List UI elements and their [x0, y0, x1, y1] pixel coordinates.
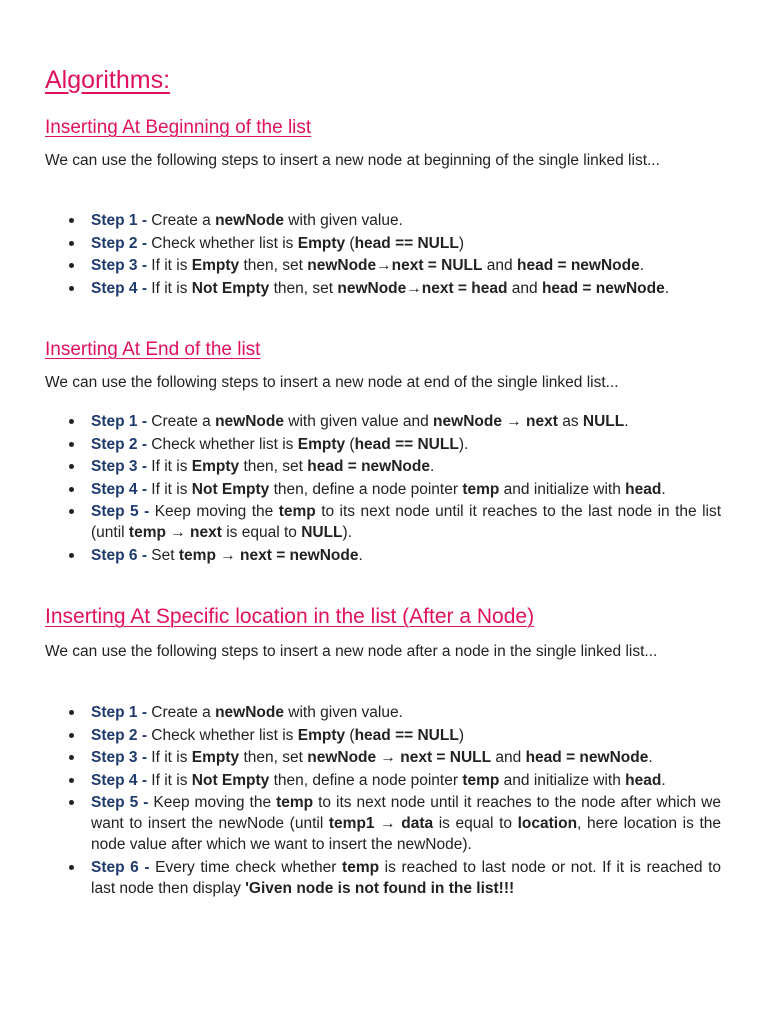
step-text: Create a [151, 212, 216, 229]
step-bold-text: Not Empty [191, 480, 270, 498]
step-item [91, 857, 721, 899]
step-bold-text: head == NULL [354, 435, 459, 453]
step-text: to its next node until it reaches to the last node in the list (until [91, 503, 722, 541]
step-label: Step 3 - [91, 458, 152, 475]
section-intro-beginning: We can use the following steps to insert a new node at beginning of the single linked list... [45, 152, 660, 169]
page-title: Algorithms: [45, 66, 171, 94]
steps-list-end [45, 411, 721, 567]
step-bold-text: newNode → next = NULL [307, 749, 492, 766]
step-label: Step 1 - [91, 704, 152, 721]
step-bold-text: head = newNode [307, 458, 430, 475]
step-bold-text: NULL [301, 524, 343, 541]
step-text: and initialize with [499, 771, 626, 789]
step-label: Step 6 - [91, 546, 152, 564]
step-text: If it is [151, 458, 192, 475]
step-text: Keep moving the [154, 503, 279, 520]
step-text: . [358, 546, 363, 564]
step-bold-text: head = newNode [541, 279, 665, 297]
step-bold-text: head = newNode [516, 257, 640, 274]
step-text: Create a [151, 413, 216, 430]
step-text: then, set [239, 458, 308, 475]
step-text: is reached to last node or not. If it is reached to last node then display [91, 858, 721, 897]
step-text: . [639, 257, 645, 274]
step-bold-text: head = newNode [525, 749, 649, 766]
section-heading-beginning: Inserting At Beginning of the list [45, 117, 312, 138]
step-bold-text: head == NULL [354, 234, 459, 252]
section-heading-specific-location: Inserting At Specific location in the list (After a Node) [45, 605, 535, 628]
section-intro-end: We can use the following steps to insert a new node at end of the single linked list... [45, 374, 619, 391]
step-item [91, 792, 721, 855]
step-item [91, 255, 721, 276]
step-item [91, 479, 721, 500]
step-text: If it is [151, 749, 192, 766]
step-text: ) [458, 726, 464, 744]
step-bold-text: temp [462, 480, 500, 498]
step-text: If it is [151, 771, 192, 789]
step-label: Step 5 - [91, 503, 155, 520]
step-bold-text: temp → next = newNode [178, 546, 359, 564]
step-text: then, set [269, 279, 338, 297]
step-bold-text: Not Empty [191, 771, 270, 789]
step-text: ). [458, 435, 469, 453]
step-bold-text: newNode → next [433, 413, 558, 430]
step-item [91, 702, 721, 723]
step-bold-text: Not Empty [191, 279, 270, 297]
step-bold-text: Empty [297, 726, 346, 744]
step-text: If it is [151, 279, 192, 297]
step-item [91, 278, 721, 299]
step-bold-text: Empty [191, 458, 240, 475]
step-text: and [491, 749, 526, 766]
steps-list-specific-location [45, 702, 721, 900]
step-text: and [507, 279, 542, 297]
step-label: Step 1 - [91, 413, 152, 430]
steps-list-beginning [45, 210, 721, 300]
step-label: Step 4 - [91, 480, 152, 498]
step-text: Every time check whether [155, 858, 343, 876]
step-bold-text: newNode [215, 704, 284, 721]
step-text: with given value. [283, 704, 403, 721]
step-text: Check whether list is [151, 726, 298, 744]
step-item [91, 233, 721, 254]
step-bold-text: temp [462, 771, 500, 789]
section-heading-end: Inserting At End of the list [45, 339, 261, 360]
step-text: then, set [239, 749, 308, 766]
step-text: Check whether list is [151, 234, 298, 252]
step-bold-text: newNode→next = NULL [307, 257, 483, 274]
step-item [91, 545, 721, 566]
step-bold-text: temp [276, 794, 314, 811]
step-text: . [664, 279, 670, 297]
step-item [91, 770, 721, 791]
step-bold-text: NULL [582, 413, 625, 430]
step-item [91, 434, 721, 455]
step-item [91, 210, 721, 231]
step-item [91, 456, 721, 477]
step-text: ( [345, 435, 355, 453]
step-text: ). [342, 524, 352, 541]
step-label: Step 5 - [91, 794, 154, 811]
step-bold-text: 'Given node is not found in the list!!! [245, 879, 515, 897]
step-text: as [557, 413, 583, 430]
step-label: Step 4 - [91, 771, 152, 789]
step-label: Step 6 - [91, 858, 156, 876]
step-text: ( [345, 234, 355, 252]
step-text: . [661, 480, 666, 498]
step-text: then, define a node pointer [269, 480, 463, 498]
step-item [91, 501, 721, 543]
step-text: . [624, 413, 629, 430]
step-bold-text: Empty [191, 749, 240, 766]
step-text: Set [151, 546, 179, 564]
step-bold-text: temp [278, 503, 316, 520]
section-intro-specific-location: We can use the following steps to insert a new node after a node in the single linked list... [45, 643, 658, 660]
step-label: Step 2 - [91, 726, 152, 744]
step-text: with given value and [283, 413, 434, 430]
step-text: Check whether list is [151, 435, 298, 453]
step-label: Step 3 - [91, 257, 152, 274]
step-text: is equal to [221, 524, 302, 541]
step-text: then, define a node pointer [269, 771, 463, 789]
step-label: Step 2 - [91, 234, 152, 252]
step-bold-text: Empty [297, 435, 346, 453]
step-label: Step 3 - [91, 749, 152, 766]
step-text: is equal to [433, 815, 518, 832]
step-text: with given value. [283, 212, 403, 229]
step-bold-text: temp → next [128, 524, 222, 541]
step-label: Step 4 - [91, 279, 152, 297]
step-text: Create a [151, 704, 216, 721]
step-item [91, 747, 721, 768]
step-bold-text: Empty [191, 257, 240, 274]
step-text: If it is [151, 257, 192, 274]
step-bold-text: temp1 → data [328, 815, 434, 832]
step-item [91, 411, 721, 432]
step-bold-text: head [625, 771, 662, 789]
step-bold-text: newNode [215, 212, 284, 229]
step-text: . [429, 458, 435, 475]
step-bold-text: newNode [215, 413, 284, 430]
step-bold-text: newNode→next = head [337, 279, 508, 297]
step-text: then, set [239, 257, 308, 274]
step-text: If it is [151, 480, 192, 498]
step-bold-text: temp [342, 858, 380, 876]
step-text: and [482, 257, 517, 274]
step-text: ( [345, 726, 355, 744]
step-label: Step 1 - [91, 212, 152, 229]
step-label: Step 2 - [91, 435, 152, 453]
step-bold-text: Empty [297, 234, 346, 252]
step-text: Keep moving the [153, 794, 277, 811]
step-bold-text: location [517, 815, 578, 832]
step-text: and initialize with [499, 480, 626, 498]
step-text: . [648, 749, 653, 766]
step-text: ) [458, 234, 464, 252]
step-text: . [661, 771, 666, 789]
step-bold-text: head == NULL [354, 726, 459, 744]
step-text: to its next node until it reaches to the node after which we want to insert the newNode (until [91, 794, 721, 832]
step-text: , here location is the node value after which we want to insert the newNode). [91, 815, 721, 853]
step-item [91, 725, 721, 746]
step-bold-text: head [625, 480, 662, 498]
